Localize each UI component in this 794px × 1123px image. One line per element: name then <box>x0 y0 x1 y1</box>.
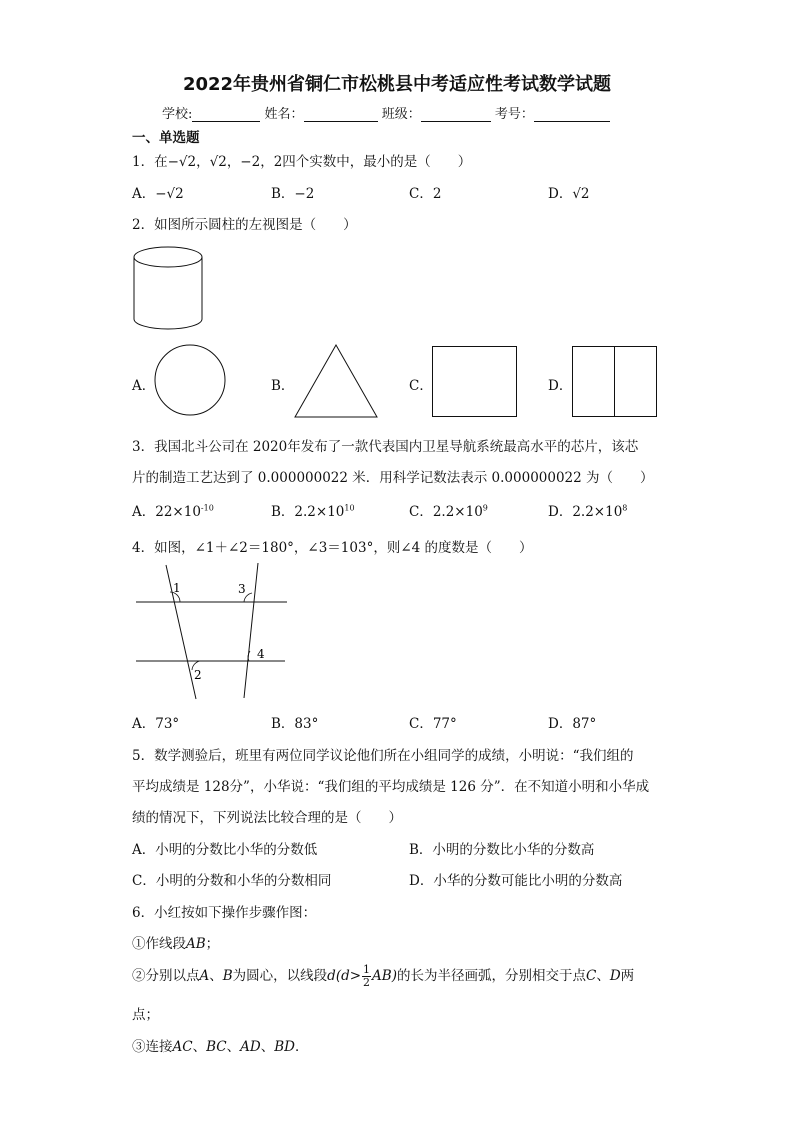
rectangle-option-figure <box>431 345 521 419</box>
q6-step3-a: ③连接 <box>132 1039 173 1055</box>
q3-b-base: B．2.2×10 <box>271 504 345 520</box>
q6-step3-end: ． <box>294 1039 309 1055</box>
question-2-stem: 2．如图所示圆柱的左视图是（ ） <box>132 217 357 233</box>
q4-option-a[interactable]: A．73° <box>132 716 180 732</box>
q3-option-a[interactable] <box>132 500 214 520</box>
angle-label-2: 2 <box>194 668 202 682</box>
parallel-lines-figure <box>130 558 300 703</box>
q6-step2-sep2: 、 <box>596 968 610 984</box>
q2-option-b[interactable]: B． <box>271 378 295 394</box>
q6-step-3 <box>132 1035 308 1055</box>
q6-fraction-num: 1 <box>363 963 371 976</box>
q5-option-b[interactable]: B．小明的分数比小华的分数高 <box>409 842 595 858</box>
q5-option-c[interactable]: C．小明的分数和小华的分数相同 <box>132 873 332 889</box>
q2-option-d[interactable]: D． <box>548 378 573 394</box>
cylinder-figure <box>130 243 208 335</box>
q6-step2-pointB: B <box>222 968 233 984</box>
q4-option-b[interactable]: B．83° <box>271 716 319 732</box>
question-5-line-3: 绩的情况下，下列说法比较合理的是（ ） <box>132 810 402 826</box>
q6-step-2-cont: 点； <box>132 1007 159 1023</box>
school-blank[interactable] <box>192 109 260 122</box>
q6-step2-pointC: C <box>585 968 597 984</box>
question-4-stem: 4．如图，∠1＋∠2＝180°，∠3＝103°，则∠4 的度数是（ ） <box>132 540 533 556</box>
q6-step3-bd: BD <box>274 1039 295 1055</box>
q6-step2-h: 的长为半径画弧，分别相交于点 <box>396 968 586 984</box>
q1-option-a[interactable]: A．−√2 <box>132 186 184 202</box>
question-1-stem <box>132 150 471 170</box>
q5-option-a[interactable]: A．小明的分数比小华的分数低 <box>132 842 318 858</box>
q1-option-c[interactable]: C．2 <box>409 186 442 202</box>
q6-step-2 <box>132 963 634 989</box>
q3-option-c[interactable] <box>409 500 488 520</box>
q6-fraction <box>362 964 371 989</box>
question-3-line-2: 片的制造工艺达到了 0.000000022 米．用科学记数法表示 0.000000022 为（ ） <box>132 470 654 486</box>
name-label: 姓名： <box>264 107 304 122</box>
page-title: 2022年贵州省铜仁市松桃县中考适应性考试数学试题 <box>182 74 612 95</box>
q3-c-base: C．2.2×10 <box>409 504 483 520</box>
q6-step2-sep1: 、 <box>209 968 223 984</box>
exam-no-label: 考号： <box>494 107 534 122</box>
q3-a-base: A．22×10 <box>132 504 201 520</box>
q6-step2-ab: AB) <box>372 968 397 984</box>
student-info <box>162 103 610 122</box>
q6-step3-bc: BC <box>206 1039 227 1055</box>
section-heading: 一、单选题 <box>132 130 200 146</box>
q6-step3-sep3: 、 <box>260 1039 275 1055</box>
q6-step2-a: ②分别以点 <box>132 968 200 984</box>
question-5-line-1: 5．数学测验后，班里有两位同学议论他们所在小组同学的成绩，小明说：“我们组的 <box>132 748 634 764</box>
angle-label-3: 3 <box>238 582 246 596</box>
q6-step2-d-cond: d(d> <box>327 968 362 984</box>
q6-step2-pointD: D <box>609 968 621 984</box>
q6-step2-e: 为圆心，以线段 <box>232 968 328 984</box>
q1-comma: ， <box>196 154 210 170</box>
q6-step2-l: 两 <box>620 968 635 984</box>
q6-step2-pointA: A <box>199 968 210 984</box>
q2-option-a[interactable]: A． <box>132 378 156 394</box>
angle-label-4: 4 <box>257 647 265 661</box>
q3-a-exp: -10 <box>200 503 214 513</box>
class-label: 班级： <box>381 107 421 122</box>
q3-option-d[interactable] <box>548 500 627 520</box>
q3-option-b[interactable] <box>271 500 355 520</box>
q3-b-exp: 10 <box>344 503 355 513</box>
name-blank[interactable] <box>304 109 378 122</box>
q6-step1-text: ①作线段 <box>132 936 186 952</box>
class-blank[interactable] <box>421 109 491 122</box>
circle-option-figure <box>152 344 232 416</box>
q4-option-c[interactable]: C．77° <box>409 716 457 732</box>
question-3-line-1: 3．我国北斗公司在 2020年发布了一款代表国内卫星导航系统最高水平的芯片，该芯 <box>132 439 639 455</box>
q3-d-base: D．2.2×10 <box>548 504 623 520</box>
q2-option-c[interactable]: C． <box>409 378 433 394</box>
q6-step3-sep2: 、 <box>226 1039 241 1055</box>
q1-prefix: 1．在 <box>132 154 168 170</box>
split-rectangle-option-figure <box>571 345 661 419</box>
q6-step1-end: ； <box>205 936 220 952</box>
q5-option-d[interactable]: D．小华的分数可能比小明的分数高 <box>409 873 623 889</box>
q6-step3-sep1: 、 <box>192 1039 207 1055</box>
q3-d-exp: 8 <box>622 503 628 513</box>
q4-option-d[interactable]: D．87° <box>548 716 597 732</box>
angle-label-1: 1 <box>173 581 181 595</box>
q1-neg-sqrt2: −√2 <box>167 154 197 170</box>
q6-step1-segment: AB <box>186 936 206 952</box>
q1-option-d[interactable]: D．√2 <box>548 186 590 202</box>
triangle-option-figure <box>292 342 382 420</box>
school-label: 学校: <box>162 107 193 122</box>
question-5-line-2: 平均成绩是 128分”，小华说：“我们组的平均成绩是 126 分”．在不知道小明和小华成 <box>132 779 650 795</box>
question-6-stem: 6．小红按如下操作步骤作图： <box>132 905 317 921</box>
q6-step3-ac: AC <box>172 1039 193 1055</box>
q6-fraction-den: 2 <box>363 976 371 989</box>
q3-c-exp: 9 <box>482 503 488 513</box>
exam-no-blank[interactable] <box>534 109 610 122</box>
q6-step3-ad: AD <box>240 1039 261 1055</box>
q1-sqrt2: √2 <box>209 154 227 170</box>
q6-step-1 <box>132 932 219 952</box>
q1-rest: ，−2，2四个实数中，最小的是（ ） <box>226 154 472 170</box>
q1-option-b[interactable]: B．−2 <box>271 186 315 202</box>
